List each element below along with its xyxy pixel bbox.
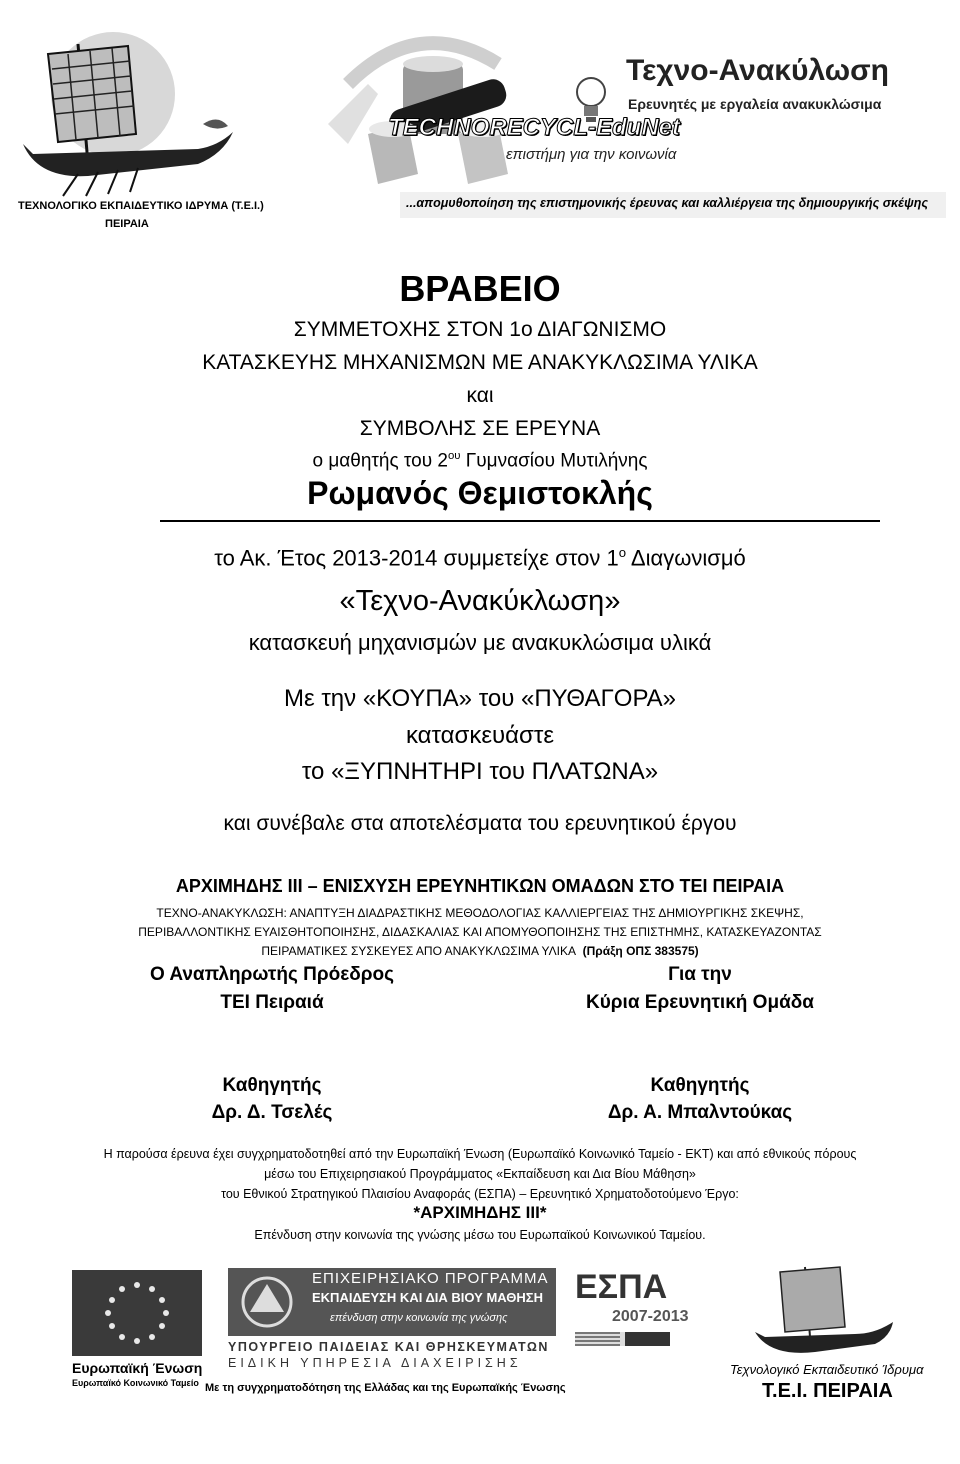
program-line-3: επένδυση στην κοινωνία της γνώσης <box>330 1312 508 1324</box>
award-line-2: ΚΑΤΑΣΚΕΥΗΣ ΜΗΧΑΝΙΣΜΩΝ ΜΕ ΑΝΑΚΥΚΛΩΣΙΜΑ ΥΛΙΚΑ <box>202 351 758 374</box>
edunet-tagline: επιστήμη για την κοινωνία <box>506 146 677 163</box>
left-signatory-name: Δρ. Δ. Τσελές <box>211 1102 333 1123</box>
contribution-text: και συνέβαλε στα αποτελέσματα του ερευνητικού έργου <box>223 812 737 835</box>
tei-footer-line-2: Τ.Ε.Ι. ΠΕΙΡΑΙΑ <box>762 1380 893 1402</box>
espa-logo-text: ΕΣΠΑ <box>575 1268 668 1306</box>
project-description-3: ΠΕΙΡΑΜΑΤΙΚΕΣ ΣΥΣΚΕΥΕΣ ΑΠΟ ΑΝΑΚΥΚΛΩΣΙΜΑ ΥΛΙΚΑ (Πράξη ΟΠΣ 383575) <box>261 944 699 958</box>
name-underline <box>160 520 880 522</box>
tei-footer-line-1: Τεχνολογικό Εκπαιδευτικό Ίδρυμα <box>730 1362 924 1377</box>
theme-line-2: κατασκευάστε <box>405 722 555 749</box>
funding-line-3: του Εθνικού Στρατηγικού Πλαισίου Αναφοράς (ΕΣΠΑ) – Ερευνητικό Χρηματοδοτούμενο Έργο: <box>221 1187 739 1201</box>
right-signatory-title: Καθηγητής <box>650 1075 750 1096</box>
project-description-2: ΠΕΡΙΒΑΛΛΟΝΤΙΚΗΣ ΕΥΑΙΣΘΗΤΟΠΟΙΗΣΗΣ, ΔΙΔΑΣΚΑΛΙΑΣ ΚΑΙ ΑΠΟΜΥΘΟΠΟΙΗΣΗΣ ΤΗΣ ΕΠΙΣΤΗΜΗΣ, ΚΑΤΑΣΚΕΥΑΖΟΝΤΑΣ <box>138 925 822 939</box>
eu-name: Ευρωπαϊκή Ένωση <box>72 1360 203 1376</box>
left-signatory-title: Καθηγητής <box>222 1075 322 1096</box>
managing-authority: ΕΙΔΙΚΗ ΥΠΗΡΕΣΙΑ ΔΙΑΧΕΙΡΙΣΗΣ <box>228 1356 522 1370</box>
tei-ship-footer-icon <box>745 1262 895 1362</box>
project-subtitle: Ερευνητές με εργαλεία ανακυκλώσιμα <box>628 96 882 112</box>
project-description-1: ΤΕΧΝΟ-ΑΝΑΚΥΚΛΩΣΗ: ΑΝΑΠΤΥΞΗ ΔΙΑΔΡΑΣΤΙΚΗΣ ΜΕΘΟΔΟΛΟΓΙΑΣ ΚΑΛΛΙΕΡΓΕΙΑΣ ΤΗΣ ΔΗΜΙΟΥΡΓΙΚΗΣ ΣΚΕΨΗΣ, <box>156 906 804 920</box>
program-emblem-icon <box>232 1272 302 1332</box>
ministry-name: ΥΠΟΥΡΓΕΙΟ ΠΑΙΔΕΙΑΣ ΚΑΙ ΘΡΗΣΚΕΥΜΑΤΩΝ <box>228 1340 549 1354</box>
tei-header-name: ΤΕΧΝΟΛΟΓΙΚΟ ΕΚΠΑΙΔΕΥΤΙΚΟ ΙΔΡΥΜΑ (Τ.Ε.Ι.) <box>18 200 264 212</box>
right-signatory-role: Για την <box>668 964 732 985</box>
tei-piraeus-header-logo <box>18 14 264 212</box>
espa-years: 2007-2013 <box>612 1308 689 1325</box>
award-line-3: και <box>466 384 494 407</box>
right-signatory-group: Κύρια Ερευνητική Ομάδα <box>586 992 814 1013</box>
recycle-cups-icon <box>308 24 568 194</box>
greek-eu-flags-icon <box>575 1332 670 1346</box>
right-signatory-name: Δρ. Α. Μπαλντούκας <box>607 1102 793 1123</box>
program-line-2: ΕΚΠΑΙΔΕΥΣΗ ΚΑΙ ΔΙΑ ΒΙΟΥ ΜΑΘΗΣΗ <box>312 1290 543 1305</box>
contest-description: κατασκευή μηχανισμών με ανακυκλώσιμα υλικά <box>248 630 712 655</box>
participation-year: το Ακ. Έτος 2013-2014 συμμετείχε στον $1^o$ Διαγωνισμό <box>214 545 746 571</box>
project-title: Τεχνο-Ανακύλωση <box>626 54 889 87</box>
award-line-4: ΣΥΜΒΟΛΗΣ ΣΕ ΕΡΕΥΝΑ <box>359 417 601 440</box>
theme-line-3: το «ΞΥΠΝΗΤΗΡΙ του ΠΛΑΤΩΝΑ» <box>301 758 659 785</box>
student-name: Ρωμανός Θεμιστοκλής <box>307 475 653 511</box>
funding-line-5: Επένδυση στην κοινωνία της γνώσης μέσω του Ευρωπαϊκού Κοινωνικού Ταμείου. <box>254 1228 706 1242</box>
contest-name: «Τεχνο-Ανακύκλωση» <box>339 585 621 617</box>
funding-line-2: μέσω του Επιχειρησιακού Προγράμματος «Εκπαίδευση και Δια Βίου Μάθηση» <box>264 1167 696 1181</box>
theme-line-1: Με την «ΚΟΥΠΑ» του «ΠΥΘΑΓΟΡΑ» <box>283 685 677 712</box>
eu-subname: Ευρωπαϊκό Κοινωνικό Ταμείο <box>72 1378 199 1388</box>
ship-icon <box>18 14 248 204</box>
project-heading: ΑΡΧΙΜΗΔΗΣ ΙΙΙ – ΕΝΙΣΧΥΣΗ ΕΡΕΥΝΗΤΙΚΩΝ ΟΜΑΔΩΝ ΣΤΟ ΤΕΙ ΠΕΙΡΑΙΑ <box>175 876 785 896</box>
left-signatory-institution: ΤΕΙ Πειραιά <box>220 992 324 1013</box>
program-line-1: ΕΠΙΧΕΙΡΗΣΙΑΚΟ ΠΡΟΓΡΑΜΜΑ <box>312 1270 549 1287</box>
edunet-logo-text: TECHNORECYCL-EduNet <box>388 114 680 141</box>
project-banner <box>248 14 948 214</box>
award-line-1: ΣΥΜΜΕΤΟΧΗΣ ΣΤΟΝ 1ο ΔΙΑΓΩΝΙΣΜΟ <box>293 318 667 341</box>
student-school: ο μαθητής του $2^{o\upsilon}$ Γυμνασίου Μυτιλήνης <box>312 450 648 472</box>
cofunding-statement: Με τη συγχρηματοδότηση της Ελλάδας και της Ευρωπαϊκής Ένωσης <box>205 1382 566 1394</box>
eu-flag-icon <box>72 1270 202 1356</box>
motto: ...απομυθοποίηση της επιστημονικής έρευνας και καλλιέργεια της δημιουργικής σκέψης <box>406 196 929 210</box>
award-title: ΒΡΑΒΕΙΟ <box>399 268 561 309</box>
tei-header-city: ΠΕΙΡΑΙΑ <box>105 218 149 230</box>
funding-line-1: Η παρούσα έρευνα έχει συγχρηματοδοτηθεί από την Ευρωπαϊκή Ένωση (Ευρωπαϊκό Κοινωνικό Ταμείο - ΕΚΤ) και από εθνικούς πόρους <box>103 1147 857 1161</box>
funding-line-4: *ΑΡΧΙΜΗΔΗΣ ΙΙΙ* <box>413 1203 547 1222</box>
left-signatory-role: Ο Αναπληρωτής Πρόεδρος <box>149 964 394 985</box>
